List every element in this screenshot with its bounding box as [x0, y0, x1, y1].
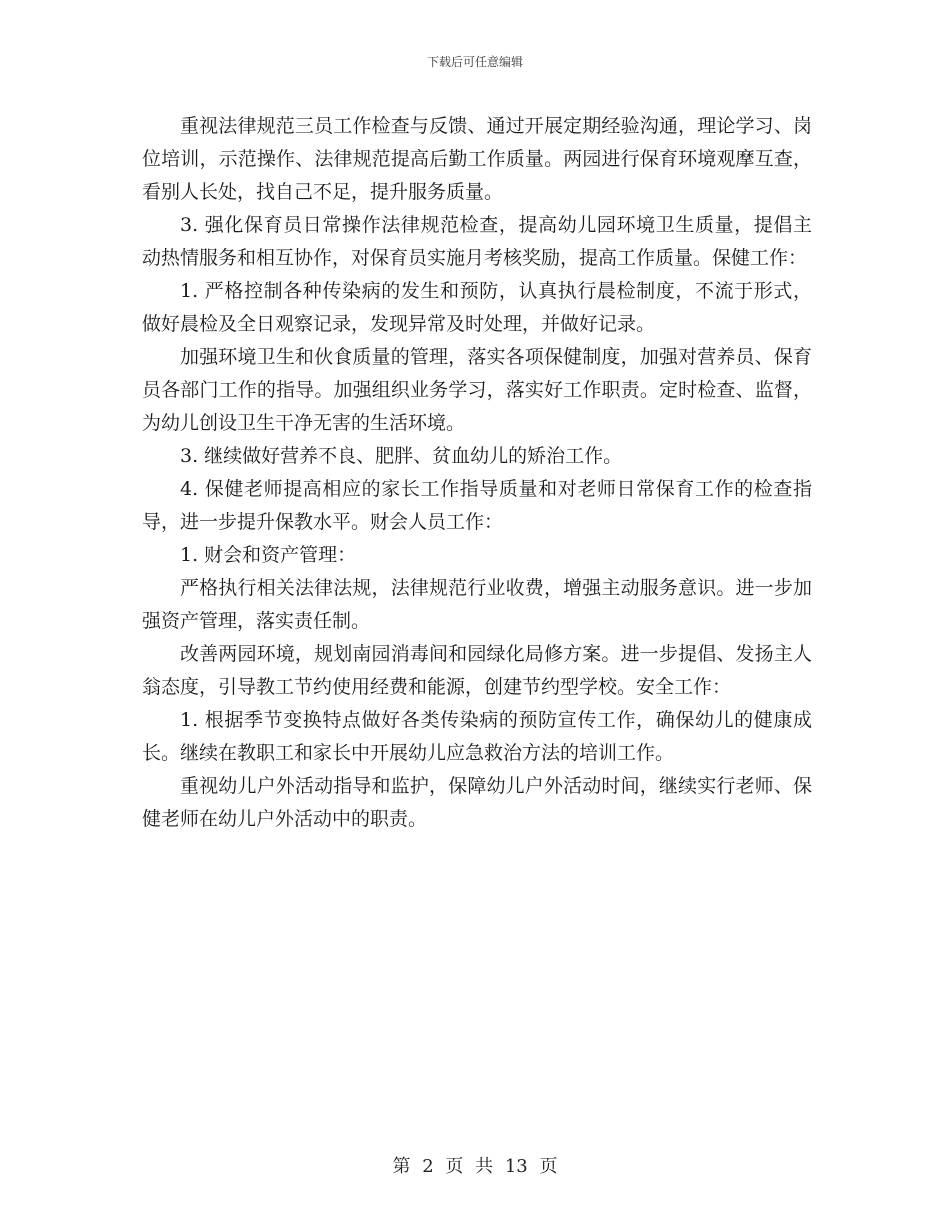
paragraph: 改善两园环境，规划南园消毒间和园绿化局修方案。进一步提倡、发扬主人翁态度，引导教工节约使用经费和能源，创建节约型学校。安全工作： — [142, 643, 812, 698]
document-body — [142, 110, 812, 836]
paragraph: 重视法律规范三员工作检查与反馈、通过开展定期经验沟通，理论学习、岗位培训，示范操作、法律规范提高后勤工作质量。两园进行保育环境观摩互查，看别人长处，找自己不足，提升服务质量。 — [142, 115, 812, 203]
page-header: 下载后可任意编辑 — [426, 55, 523, 69]
paragraph: 4. 保健老师提高相应的家长工作指导质量和对老师日常保育工作的检查指导，进一步提升保教水平。财会人员工作： — [142, 478, 812, 533]
paragraph: 1. 财会和资产管理： — [180, 544, 357, 566]
paragraph: 1. 根据季节变换特点做好各类传染病的预防宣传工作，确保幼儿的健康成长。继续在教职工和家长中开展幼儿应急救治方法的培训工作。 — [142, 709, 812, 764]
paragraph: 重视幼儿户外活动指导和监护，保障幼儿户外活动时间，继续实行老师、保健老师在幼儿户外活动中的职责。 — [142, 775, 812, 830]
page-number: 第 2 页 共 13 页 — [392, 1156, 558, 1177]
paragraph: 3. 强化保育员日常操作法律规范检查，提高幼儿园环境卫生质量，提倡主动热情服务和相互协作，对保育员实施月考核奖励，提高工作质量。保健工作： — [142, 214, 812, 269]
paragraph: 1. 严格控制各种传染病的发生和预防，认真执行晨检制度，不流于形式，做好晨检及全日观察记录，发现异常及时处理，并做好记录。 — [142, 280, 812, 335]
paragraph: 加强环境卫生和伙食质量的管理，落实各项保健制度，加强对营养员、保育员各部门工作的指导。加强组织业务学习，落实好工作职责。定时检查、监督，为幼儿创设卫生干净无害的生活环境。 — [142, 346, 812, 434]
paragraph: 严格执行相关法律法规，法律规范行业收费，增强主动服务意识。进一步加强资产管理，落实责任制。 — [142, 577, 812, 632]
paragraph: 3. 继续做好营养不良、肥胖、贫血幼儿的矫治工作。 — [180, 445, 623, 467]
